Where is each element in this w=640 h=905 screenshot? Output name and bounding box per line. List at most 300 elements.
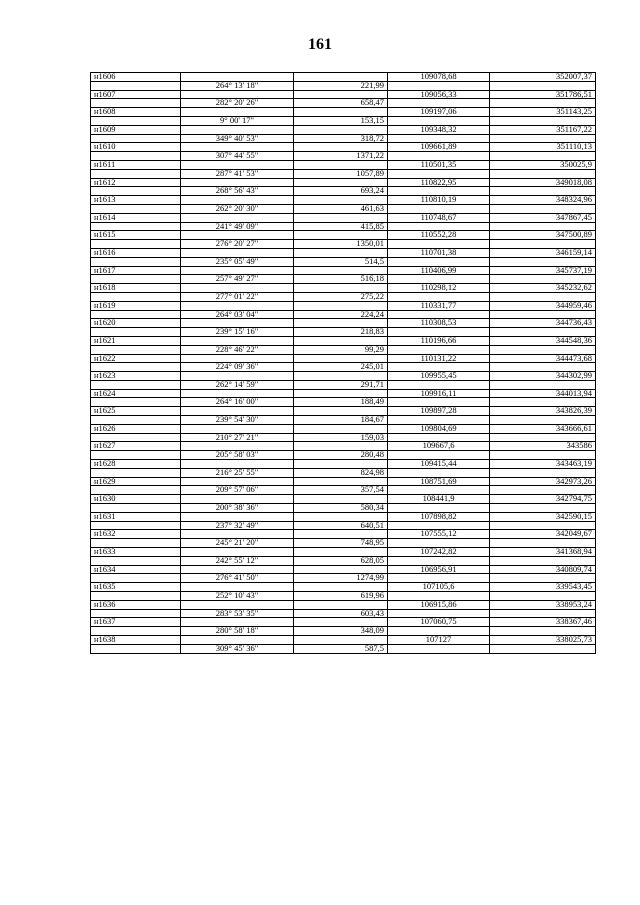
- empty-cell: [294, 477, 388, 486]
- point-x: 109197,06: [388, 108, 490, 117]
- point-row: [91, 548, 596, 557]
- empty-cell: [388, 169, 490, 178]
- point-x: 107105,6: [388, 583, 490, 592]
- point-x: 107060,75: [388, 618, 490, 627]
- empty-cell: [181, 73, 294, 82]
- empty-cell: [91, 81, 181, 90]
- empty-cell: [388, 292, 490, 301]
- segment-angle: 241° 49' 09": [181, 222, 294, 231]
- point-y: 351786,51: [490, 90, 596, 99]
- segment-angle: 257° 49' 27": [181, 275, 294, 284]
- segment-angle: 245° 21' 20": [181, 539, 294, 548]
- empty-cell: [91, 574, 181, 583]
- empty-cell: [490, 609, 596, 618]
- point-row: [91, 618, 596, 627]
- point-name: н1606: [91, 73, 181, 82]
- empty-cell: [181, 565, 294, 574]
- point-y: 345737,19: [490, 266, 596, 275]
- empty-cell: [91, 345, 181, 354]
- point-y: 351110,13: [490, 143, 596, 152]
- empty-cell: [91, 169, 181, 178]
- segment-distance: 218,83: [294, 328, 388, 337]
- empty-cell: [388, 574, 490, 583]
- segment-angle: 252° 10' 43": [181, 592, 294, 601]
- empty-cell: [388, 644, 490, 653]
- segment-distance: 184,67: [294, 416, 388, 425]
- point-y: 342590,15: [490, 512, 596, 521]
- segment-distance: 603,43: [294, 609, 388, 618]
- empty-cell: [388, 240, 490, 249]
- segment-angle: 228° 46' 22": [181, 345, 294, 354]
- segment-distance: 224,24: [294, 310, 388, 319]
- empty-cell: [294, 319, 388, 328]
- segment-distance: 318,72: [294, 134, 388, 143]
- empty-cell: [294, 618, 388, 627]
- segment-distance: 1350,01: [294, 240, 388, 249]
- empty-cell: [388, 187, 490, 196]
- point-row: [91, 196, 596, 205]
- empty-cell: [181, 512, 294, 521]
- empty-cell: [294, 548, 388, 557]
- point-name: н1613: [91, 196, 181, 205]
- segment-row: [91, 345, 596, 354]
- segment-angle: 268° 56' 43": [181, 187, 294, 196]
- point-name: н1624: [91, 389, 181, 398]
- point-x: 110701,38: [388, 248, 490, 257]
- segment-row: [91, 539, 596, 548]
- segment-distance: 188,49: [294, 398, 388, 407]
- point-y: 342049,67: [490, 530, 596, 539]
- point-y: 344736,43: [490, 319, 596, 328]
- empty-cell: [181, 319, 294, 328]
- empty-cell: [181, 354, 294, 363]
- point-x: 110748,67: [388, 213, 490, 222]
- point-name: н1636: [91, 600, 181, 609]
- empty-cell: [181, 618, 294, 627]
- point-x: 110131,22: [388, 354, 490, 363]
- segment-distance: 640,51: [294, 521, 388, 530]
- point-y: 351167,22: [490, 125, 596, 134]
- point-row: [91, 460, 596, 469]
- empty-cell: [294, 512, 388, 521]
- empty-cell: [388, 539, 490, 548]
- point-row: [91, 301, 596, 310]
- segment-angle: 277° 01' 22": [181, 292, 294, 301]
- segment-row: [91, 310, 596, 319]
- point-y: 347867,45: [490, 213, 596, 222]
- point-name: н1628: [91, 460, 181, 469]
- segment-distance: 348,09: [294, 627, 388, 636]
- point-row: [91, 319, 596, 328]
- segment-distance: 628,05: [294, 556, 388, 565]
- point-row: [91, 213, 596, 222]
- empty-cell: [294, 336, 388, 345]
- segment-row: [91, 504, 596, 513]
- empty-cell: [388, 468, 490, 477]
- empty-cell: [91, 152, 181, 161]
- page-number: 161: [308, 36, 332, 53]
- point-row: [91, 125, 596, 134]
- empty-cell: [181, 477, 294, 486]
- point-row: [91, 266, 596, 275]
- segment-row: [91, 627, 596, 636]
- point-row: [91, 442, 596, 451]
- empty-cell: [181, 636, 294, 645]
- point-row: [91, 477, 596, 486]
- empty-cell: [91, 257, 181, 266]
- point-name: н1621: [91, 336, 181, 345]
- point-x: 109348,32: [388, 125, 490, 134]
- point-name: н1618: [91, 284, 181, 293]
- empty-cell: [91, 275, 181, 284]
- point-row: [91, 90, 596, 99]
- point-x: 109415,44: [388, 460, 490, 469]
- empty-cell: [490, 187, 596, 196]
- segment-angle: 309° 45' 36": [181, 644, 294, 653]
- segment-distance: 461,63: [294, 204, 388, 213]
- segment-distance: 221,99: [294, 81, 388, 90]
- segment-row: [91, 416, 596, 425]
- segment-row: [91, 292, 596, 301]
- point-row: [91, 73, 596, 82]
- segment-row: [91, 433, 596, 442]
- empty-cell: [91, 556, 181, 565]
- empty-cell: [181, 301, 294, 310]
- point-y: 345232,62: [490, 284, 596, 293]
- segment-row: [91, 486, 596, 495]
- point-name: н1608: [91, 108, 181, 117]
- empty-cell: [490, 398, 596, 407]
- point-x: 107898,82: [388, 512, 490, 521]
- empty-cell: [91, 627, 181, 636]
- segment-angle: 280° 58' 18": [181, 627, 294, 636]
- empty-cell: [181, 407, 294, 416]
- empty-cell: [91, 644, 181, 653]
- segment-distance: 658,47: [294, 99, 388, 108]
- empty-cell: [388, 363, 490, 372]
- segment-angle: 210° 27' 21": [181, 433, 294, 442]
- point-x: 108441,9: [388, 495, 490, 504]
- point-row: [91, 636, 596, 645]
- point-x: 107127: [388, 636, 490, 645]
- empty-cell: [294, 266, 388, 275]
- empty-cell: [294, 143, 388, 152]
- empty-cell: [181, 389, 294, 398]
- point-x: 106956,91: [388, 565, 490, 574]
- point-y: 344302,99: [490, 372, 596, 381]
- point-name: н1633: [91, 548, 181, 557]
- point-y: 340809,74: [490, 565, 596, 574]
- point-x: 109916,11: [388, 389, 490, 398]
- point-x: 110501,35: [388, 160, 490, 169]
- segment-distance: 99,29: [294, 345, 388, 354]
- point-name: н1611: [91, 160, 181, 169]
- empty-cell: [181, 530, 294, 539]
- segment-row: [91, 204, 596, 213]
- segment-distance: 693,24: [294, 187, 388, 196]
- point-name: н1610: [91, 143, 181, 152]
- point-x: 106915,86: [388, 600, 490, 609]
- segment-distance: 748,95: [294, 539, 388, 548]
- empty-cell: [91, 539, 181, 548]
- point-x: 109667,6: [388, 442, 490, 451]
- empty-cell: [91, 468, 181, 477]
- empty-cell: [490, 521, 596, 530]
- point-row: [91, 424, 596, 433]
- point-y: 348324,96: [490, 196, 596, 205]
- segment-distance: 619,96: [294, 592, 388, 601]
- empty-cell: [490, 433, 596, 442]
- empty-cell: [91, 310, 181, 319]
- segment-angle: 237° 32' 49": [181, 521, 294, 530]
- segment-angle: 239° 54' 30": [181, 416, 294, 425]
- point-name: н1623: [91, 372, 181, 381]
- empty-cell: [91, 240, 181, 249]
- segment-row: [91, 134, 596, 143]
- empty-cell: [388, 275, 490, 284]
- segment-distance: 1057,89: [294, 169, 388, 178]
- empty-cell: [91, 486, 181, 495]
- segment-row: [91, 275, 596, 284]
- point-name: н1630: [91, 495, 181, 504]
- point-name: н1607: [91, 90, 181, 99]
- segment-row: [91, 592, 596, 601]
- empty-cell: [490, 556, 596, 565]
- point-name: н1632: [91, 530, 181, 539]
- empty-cell: [388, 99, 490, 108]
- point-y: 338025,73: [490, 636, 596, 645]
- point-x: 110196,66: [388, 336, 490, 345]
- empty-cell: [490, 451, 596, 460]
- empty-cell: [388, 592, 490, 601]
- segment-angle: 282° 20' 26": [181, 99, 294, 108]
- empty-cell: [91, 134, 181, 143]
- segment-angle: 216° 25' 55": [181, 468, 294, 477]
- empty-cell: [181, 231, 294, 240]
- empty-cell: [91, 398, 181, 407]
- point-row: [91, 565, 596, 574]
- empty-cell: [91, 433, 181, 442]
- empty-cell: [91, 99, 181, 108]
- empty-cell: [388, 328, 490, 337]
- segment-angle: 262° 14' 59": [181, 380, 294, 389]
- segment-angle: 283° 53' 35": [181, 609, 294, 618]
- empty-cell: [294, 73, 388, 82]
- segment-distance: 275,22: [294, 292, 388, 301]
- empty-cell: [388, 451, 490, 460]
- point-row: [91, 407, 596, 416]
- empty-cell: [294, 407, 388, 416]
- point-row: [91, 372, 596, 381]
- segment-angle: 235° 05' 49": [181, 257, 294, 266]
- empty-cell: [181, 266, 294, 275]
- empty-cell: [388, 416, 490, 425]
- empty-cell: [181, 548, 294, 557]
- point-row: [91, 530, 596, 539]
- point-name: н1637: [91, 618, 181, 627]
- point-x: 110406,99: [388, 266, 490, 275]
- empty-cell: [294, 442, 388, 451]
- segment-row: [91, 556, 596, 565]
- point-row: [91, 160, 596, 169]
- point-row: [91, 583, 596, 592]
- empty-cell: [490, 81, 596, 90]
- point-x: 110298,12: [388, 284, 490, 293]
- empty-cell: [181, 372, 294, 381]
- empty-cell: [490, 116, 596, 125]
- point-y: 349018,08: [490, 178, 596, 187]
- segment-distance: 587,5: [294, 644, 388, 653]
- empty-cell: [181, 108, 294, 117]
- point-x: 110552,28: [388, 231, 490, 240]
- segment-angle: 200° 38' 36": [181, 504, 294, 513]
- point-x: 109804,69: [388, 424, 490, 433]
- segment-angle: 264° 03' 04": [181, 310, 294, 319]
- segment-angle: 242° 55' 12": [181, 556, 294, 565]
- empty-cell: [294, 600, 388, 609]
- empty-cell: [490, 504, 596, 513]
- point-row: [91, 108, 596, 117]
- empty-cell: [490, 627, 596, 636]
- point-y: 343826,39: [490, 407, 596, 416]
- empty-cell: [294, 636, 388, 645]
- point-row: [91, 284, 596, 293]
- point-name: н1620: [91, 319, 181, 328]
- segment-row: [91, 398, 596, 407]
- segment-row: [91, 644, 596, 653]
- empty-cell: [294, 424, 388, 433]
- point-y: 344013,94: [490, 389, 596, 398]
- empty-cell: [181, 460, 294, 469]
- empty-cell: [91, 204, 181, 213]
- empty-cell: [181, 248, 294, 257]
- empty-cell: [490, 310, 596, 319]
- segment-angle: 287° 41' 53": [181, 169, 294, 178]
- empty-cell: [181, 196, 294, 205]
- point-x: 109955,45: [388, 372, 490, 381]
- point-name: н1626: [91, 424, 181, 433]
- empty-cell: [91, 451, 181, 460]
- point-row: [91, 354, 596, 363]
- point-y: 339543,45: [490, 583, 596, 592]
- point-y: 350025,9: [490, 160, 596, 169]
- empty-cell: [294, 125, 388, 134]
- point-row: [91, 512, 596, 521]
- empty-cell: [294, 583, 388, 592]
- segment-row: [91, 468, 596, 477]
- empty-cell: [181, 336, 294, 345]
- segment-distance: 357,54: [294, 486, 388, 495]
- segment-distance: 153,15: [294, 116, 388, 125]
- empty-cell: [294, 354, 388, 363]
- empty-cell: [490, 169, 596, 178]
- segment-angle: 262° 20' 30": [181, 204, 294, 213]
- point-y: 342973,26: [490, 477, 596, 486]
- empty-cell: [294, 108, 388, 117]
- segment-row: [91, 521, 596, 530]
- segment-row: [91, 187, 596, 196]
- point-name: н1638: [91, 636, 181, 645]
- point-y: 346159,14: [490, 248, 596, 257]
- segment-distance: 415,85: [294, 222, 388, 231]
- point-x: 109056,33: [388, 90, 490, 99]
- point-x: 108751,69: [388, 477, 490, 486]
- point-y: 338953,24: [490, 600, 596, 609]
- segment-row: [91, 152, 596, 161]
- segment-distance: 280,48: [294, 451, 388, 460]
- point-y: 344959,46: [490, 301, 596, 310]
- segment-angle: 264° 13' 18": [181, 81, 294, 90]
- empty-cell: [181, 600, 294, 609]
- empty-cell: [294, 178, 388, 187]
- segment-row: [91, 328, 596, 337]
- empty-cell: [388, 521, 490, 530]
- segment-angle: 349° 40' 53": [181, 134, 294, 143]
- empty-cell: [294, 460, 388, 469]
- empty-cell: [294, 372, 388, 381]
- point-x: 110810,19: [388, 196, 490, 205]
- empty-cell: [490, 345, 596, 354]
- empty-cell: [181, 495, 294, 504]
- empty-cell: [388, 310, 490, 319]
- segment-row: [91, 81, 596, 90]
- point-name: н1615: [91, 231, 181, 240]
- empty-cell: [388, 222, 490, 231]
- point-name: н1614: [91, 213, 181, 222]
- empty-cell: [91, 187, 181, 196]
- point-name: н1635: [91, 583, 181, 592]
- empty-cell: [91, 292, 181, 301]
- empty-cell: [181, 424, 294, 433]
- empty-cell: [294, 231, 388, 240]
- segment-angle: 209° 57' 06": [181, 486, 294, 495]
- point-y: 347500,89: [490, 231, 596, 240]
- empty-cell: [388, 380, 490, 389]
- point-name: н1622: [91, 354, 181, 363]
- point-row: [91, 495, 596, 504]
- segment-row: [91, 380, 596, 389]
- point-y: 343463,19: [490, 460, 596, 469]
- empty-cell: [181, 178, 294, 187]
- empty-cell: [490, 275, 596, 284]
- segment-row: [91, 222, 596, 231]
- point-y: 343586: [490, 442, 596, 451]
- empty-cell: [181, 284, 294, 293]
- empty-cell: [490, 152, 596, 161]
- segment-distance: 291,71: [294, 380, 388, 389]
- empty-cell: [91, 504, 181, 513]
- point-x: 110822,95: [388, 178, 490, 187]
- point-x: 109078,68: [388, 73, 490, 82]
- segment-distance: 245,01: [294, 363, 388, 372]
- point-y: 341368,94: [490, 548, 596, 557]
- empty-cell: [294, 565, 388, 574]
- point-row: [91, 178, 596, 187]
- point-name: н1616: [91, 248, 181, 257]
- segment-angle: 276° 20' 27": [181, 240, 294, 249]
- empty-cell: [294, 213, 388, 222]
- point-x: 107555,12: [388, 530, 490, 539]
- point-x: 109897,28: [388, 407, 490, 416]
- empty-cell: [490, 328, 596, 337]
- empty-cell: [490, 380, 596, 389]
- segment-distance: 514,5: [294, 257, 388, 266]
- empty-cell: [294, 495, 388, 504]
- segment-row: [91, 169, 596, 178]
- segment-row: [91, 240, 596, 249]
- segment-row: [91, 116, 596, 125]
- empty-cell: [91, 609, 181, 618]
